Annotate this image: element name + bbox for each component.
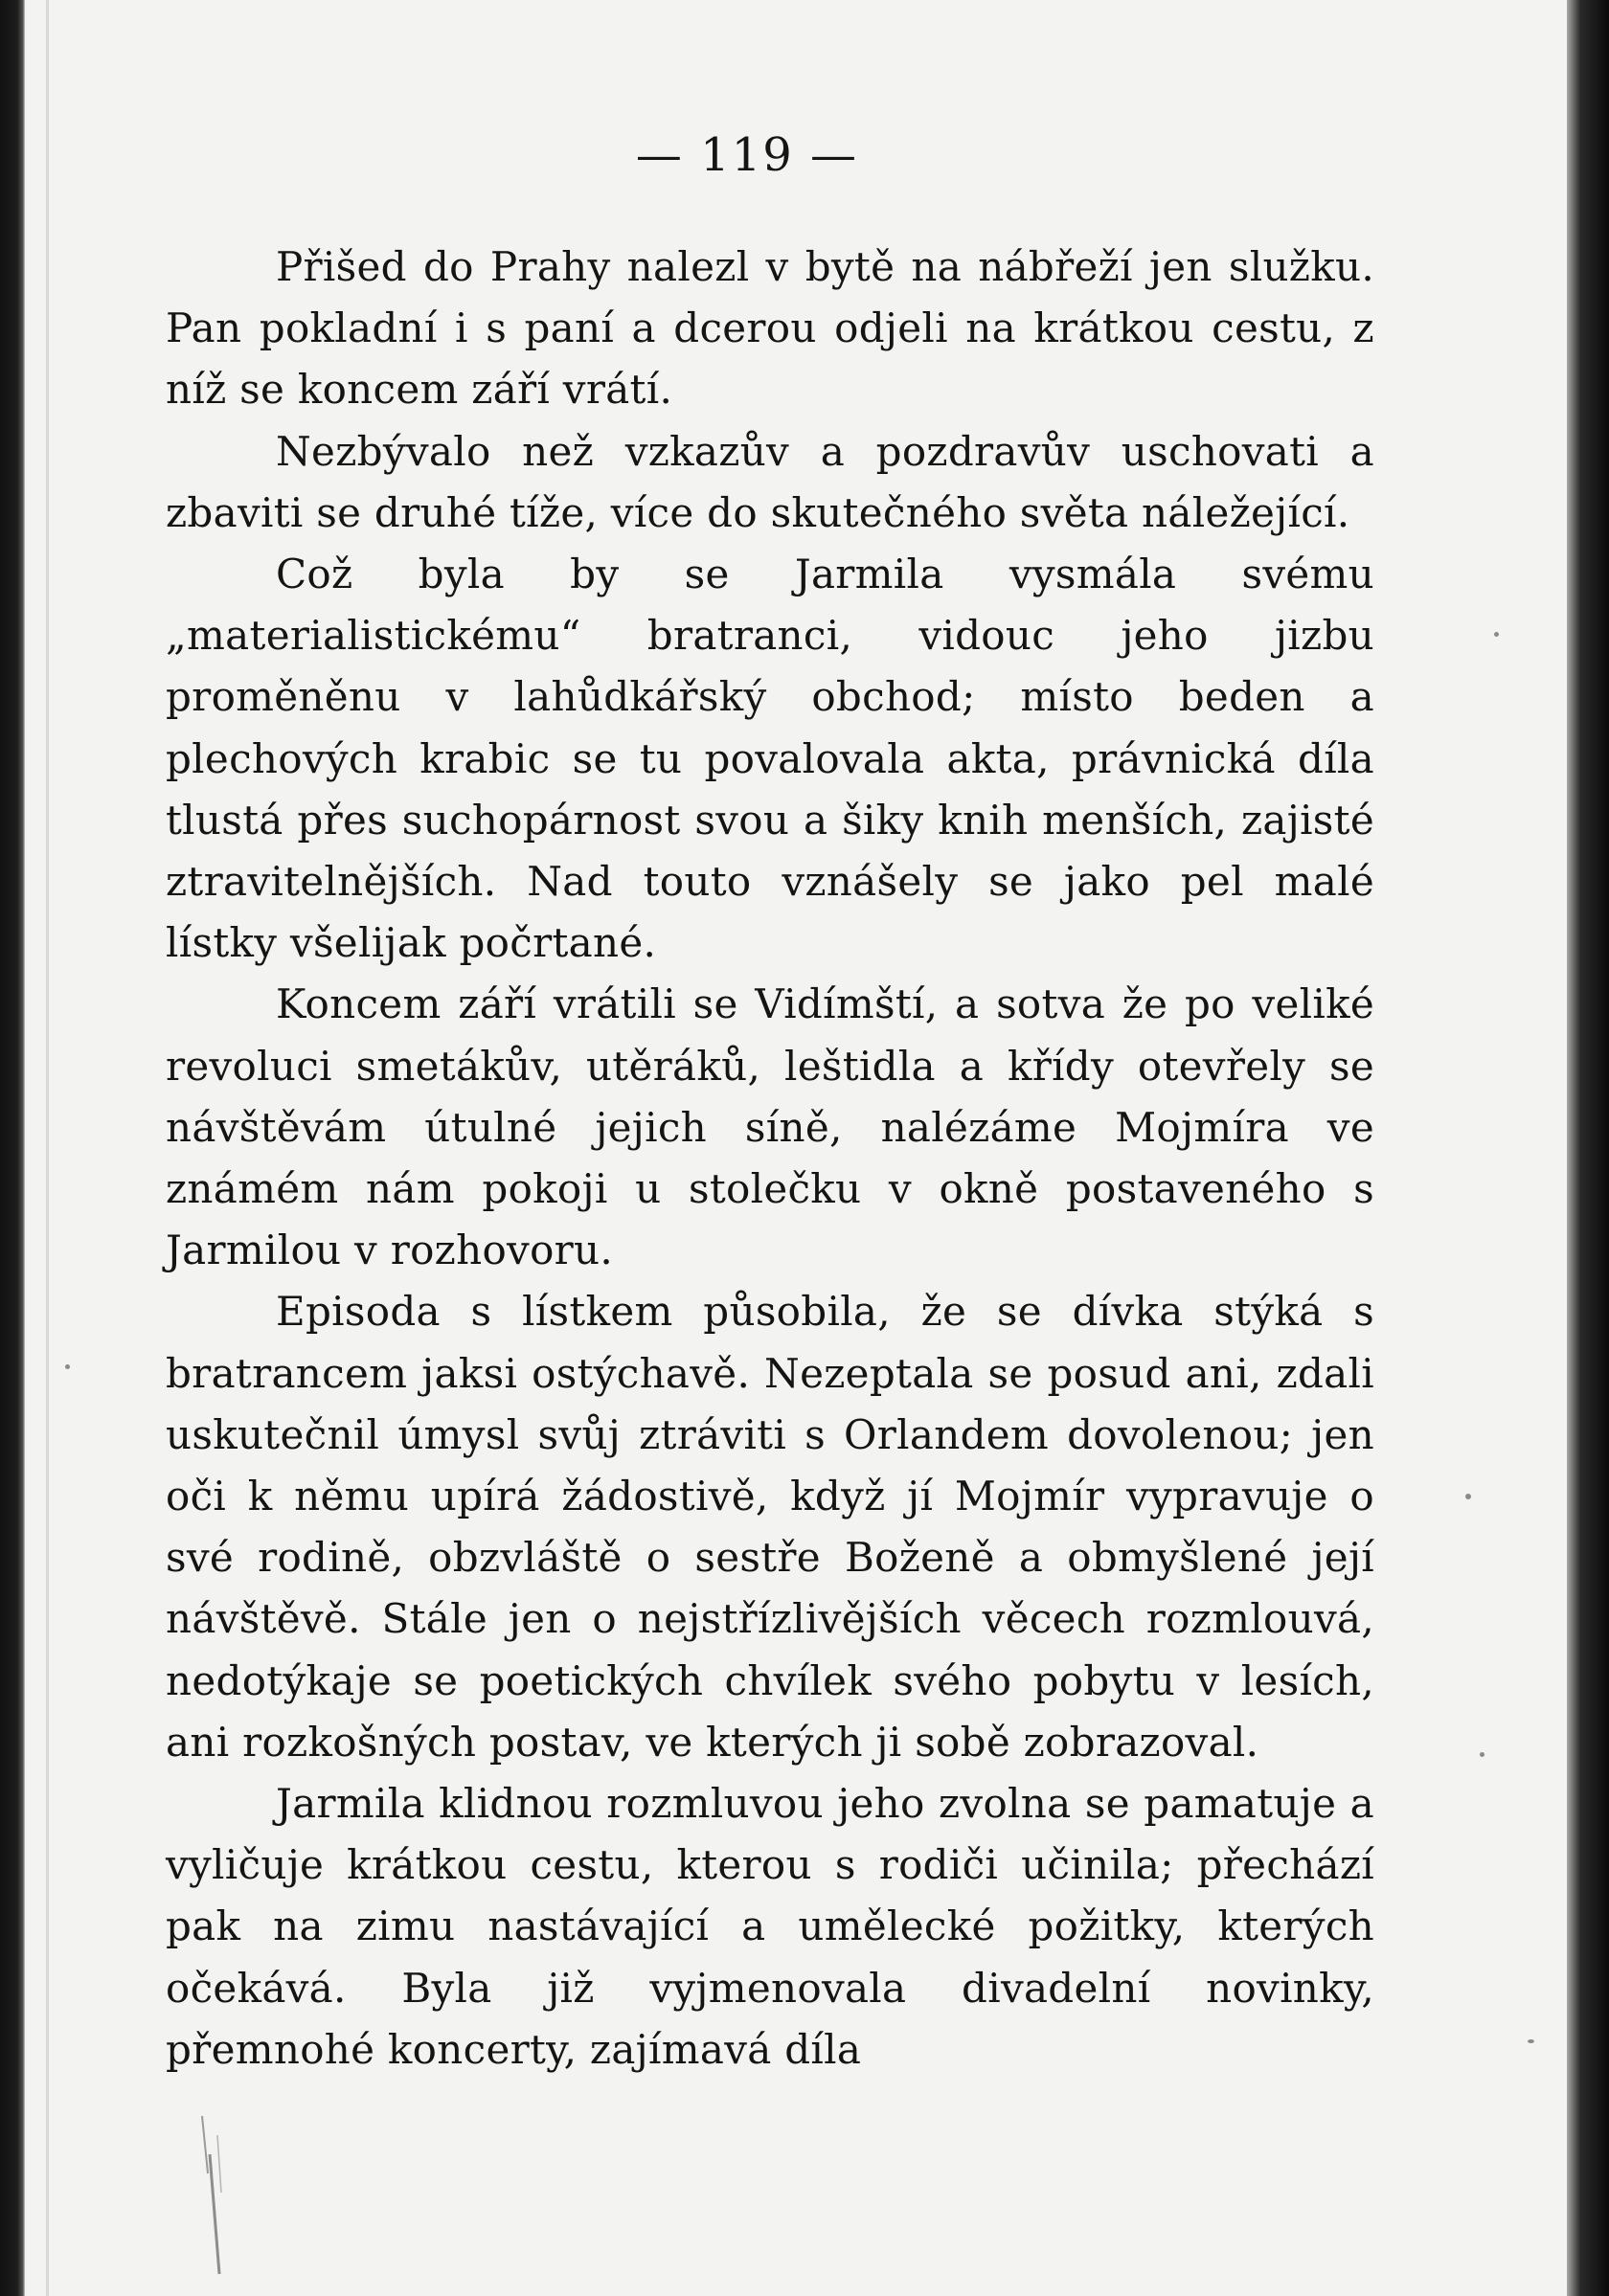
paragraph-3: Což byla by se Jarmila vysmála svému „materialistickému“ bratranci, vidouc jeho jizbu proměněnu v lahůdkářský obchod; místo beden a plechových krabic se tu povalovala akta, právnická díla tlustá přes suchopárnost svou a šiky knih menších, zajisté ztravitelnějších. Nad touto vznášely se jako pel malé lístky všelijak počrtané.	[166, 551, 1374, 967]
paragraph-2: Nezbývalo než vzkazův a pozdravův uschovati a zbaviti se druhé tíže, více do skutečného světa náležející.	[166, 427, 1374, 536]
body-text	[166, 236, 1374, 2081]
paragraph-5: Episoda s lístkem působila, že se dívka stýká s bratrancem jaksi ostýchavě. Nezeptala se posud ani, zdali uskutečnil úmysl svůj ztráviti s Orlandem dovolenou; jen oči k němu upírá žádostivě, když jí Mojmír vypravuje o své rodině, obzvláště o sestře Boženě a obmyšlené její návštěvě. Stále jen o nejstřízlivějších věcech rozmlouvá, nedotýkaje se poetických chvílek svého pobytu v lesích, ani rozkošných postav, ve kterých ji sobě zobrazoval.	[166, 1288, 1374, 1766]
paper-speck	[1465, 1494, 1471, 1499]
left-margin-line	[46, 0, 49, 2296]
right-page-edge	[1567, 0, 1609, 2296]
paragraph-4: Koncem září vrátili se Vidímští, a sotva že po veliké revoluci smetákův, utěráků, leštidla a křídy otevřely se návštěvám útulné jejich síně, nalézáme Mojmíra ve známém nám pokoji u stolečku v okně postaveného s Jarmilou v rozhovoru.	[166, 980, 1374, 1274]
paper-speck	[1480, 1752, 1484, 1757]
paragraph-1: Přišed do Prahy nalezl v bytě na nábřeží jen služku. Pan pokladní i s paní a dcerou odjeli na krátkou cestu, z níž se koncem září vrátí.	[166, 243, 1374, 414]
paper-speck	[1528, 2039, 1534, 2043]
paper-speck	[1494, 632, 1499, 637]
bottom-margin-scratches	[196, 2116, 235, 2279]
paper-speck	[65, 1364, 70, 1369]
left-binding-edge	[0, 0, 25, 2296]
paragraph-6: Jarmila klidnou rozmluvou jeho zvolna se pamatuje a vyličuje krátkou cestu, kterou s rodiči učinila; přechází pak na zimu nastávající a umělecké požitky, kterých očekává. Byla již vyjmenovala divadelní novinky, přemnohé koncerty, zajímavá díla	[166, 1780, 1374, 2073]
page-number: — 119 —	[635, 128, 859, 182]
